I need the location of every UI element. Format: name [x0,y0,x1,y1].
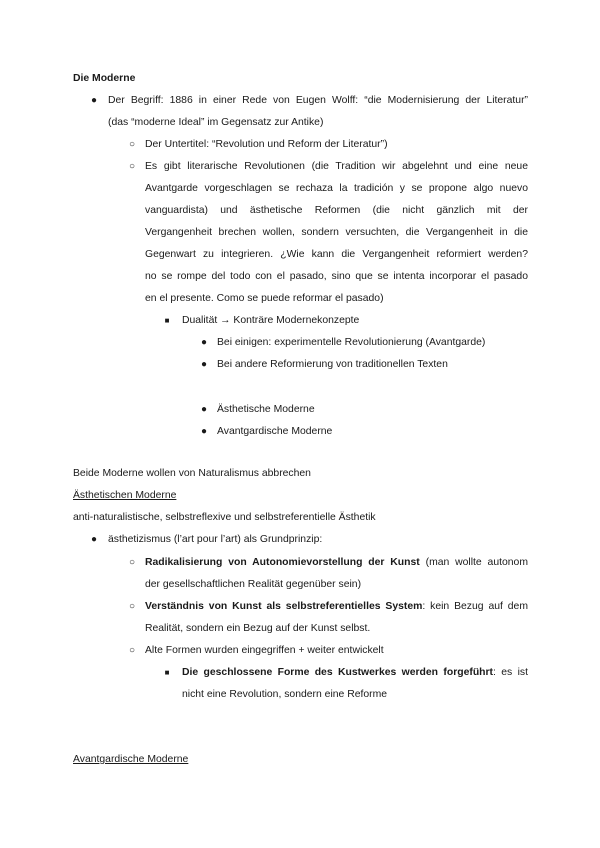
bullet-level1: ● [90,95,98,106]
text-alte-formen: Alte Formen wurden eingegriffen + weiter entwickelt [145,645,384,656]
bullet-level4: ● [200,426,208,437]
text-dualitat: Dualität → Konträre Modernekonzepte [182,315,360,326]
text-revolutionen-line2: Avantgarde vorgeschlagen se rechaza la tradición y se propone algo nuevo [145,183,528,194]
text-bei-andere: Bei andere Reformierung von traditionellen Texten [217,359,448,370]
bullet-level4: ● [200,404,208,415]
text-geschlossene-line2: nicht eine Revolution, sondern eine Reforme [182,689,388,700]
text-asthetizismus: ästhetizismus (l’art pour l’art) als Grundprinzip: [108,534,323,545]
text-revolutionen-line7: en el presente. Como se puede reformar el pasado) [145,293,384,304]
bullet-level2: ○ [128,557,136,568]
text-revolutionen-line5: Gegenwart zu integrieren. ¿Wie kann die Vergangenheit reformiert werden? [145,249,528,260]
bullet-level2: ○ [128,161,136,172]
text-radikalisierung-bold: Radikalisierung von Autonomievorstellung der Kunst [145,557,420,568]
text-bei-einigen: Bei einigen: experimentelle Revolutionierung (Avantgarde) [217,337,486,348]
bullet-level3: ■ [164,668,170,677]
bullet-level2: ○ [128,645,136,656]
bullet-level4: ● [200,337,208,348]
text-verstandnis-bold: Verständnis von Kunst als selbstreferentielles System [145,601,423,612]
page-title: Die Moderne [73,73,136,84]
bullet-level2: ○ [128,601,136,612]
text-revolutionen-line1: Es gibt literarische Revolutionen (die Tradition wir abgelehnt und eine neue [145,161,528,172]
text-beide-moderne: Beide Moderne wollen von Naturalismus abbrechen [73,468,311,479]
text-asthetische-moderne: Ästhetische Moderne [217,404,315,415]
text-begriff-line1: Der Begriff: 1886 in einer Rede von Eugen Wolff: “die Modernisierung der Literatur” [108,95,528,106]
bullet-level1: ● [90,534,98,545]
text-revolutionen-line4: Vergangenheit brechen wollen, sondern versuchten, die Vergangenheit in die [145,227,528,238]
text-revolutionen-line6: no se rompe del todo con el pasado, sino que se intenta incorporar el pasado [145,271,528,282]
text-verstandnis-rest: : kein Bezug auf dem [422,601,528,612]
text-verstandnis-line2: Realität, sondern ein Bezug auf der Kunst selbst. [145,623,371,634]
bullet-level3: ■ [164,316,170,325]
bullet-level2: ○ [128,139,136,150]
text-revolutionen-line3: vanguardista) und ästhetische Reformen (die nicht gänzlich mit der [145,205,528,216]
text-radikalisierung-line2: der gesellschaftlichen Realität gegenüber sein) [145,579,362,590]
text-geschlossene-line1 [182,666,528,680]
bullet-level4: ● [200,359,208,370]
text-geschlossene-rest: : es ist [493,667,528,678]
text-verstandnis-line1 [145,600,528,614]
heading-avantgardische-moderne: Avantgardische Moderne [73,754,189,765]
text-radikalisierung-line1 [145,556,528,570]
text-untertitel: Der Untertitel: “Revolution und Reform der Literatur”) [145,139,388,150]
text-geschlossene-bold: Die geschlossene Forme des Kustwerkes werden forgeführt [182,667,494,678]
heading-asthetischen-moderne: Ästhetischen Moderne [73,490,177,501]
text-begriff-line2: (das “moderne Ideal” im Gegensatz zur Antike) [108,117,324,128]
text-anti-naturalistisch: anti-naturalistische, selbstreflexive und selbstreferentielle Ästhetik [73,512,376,523]
text-avantgardische-moderne: Avantgardische Moderne [217,426,333,437]
text-radikalisierung-rest: (man wollte autonom [419,557,528,568]
